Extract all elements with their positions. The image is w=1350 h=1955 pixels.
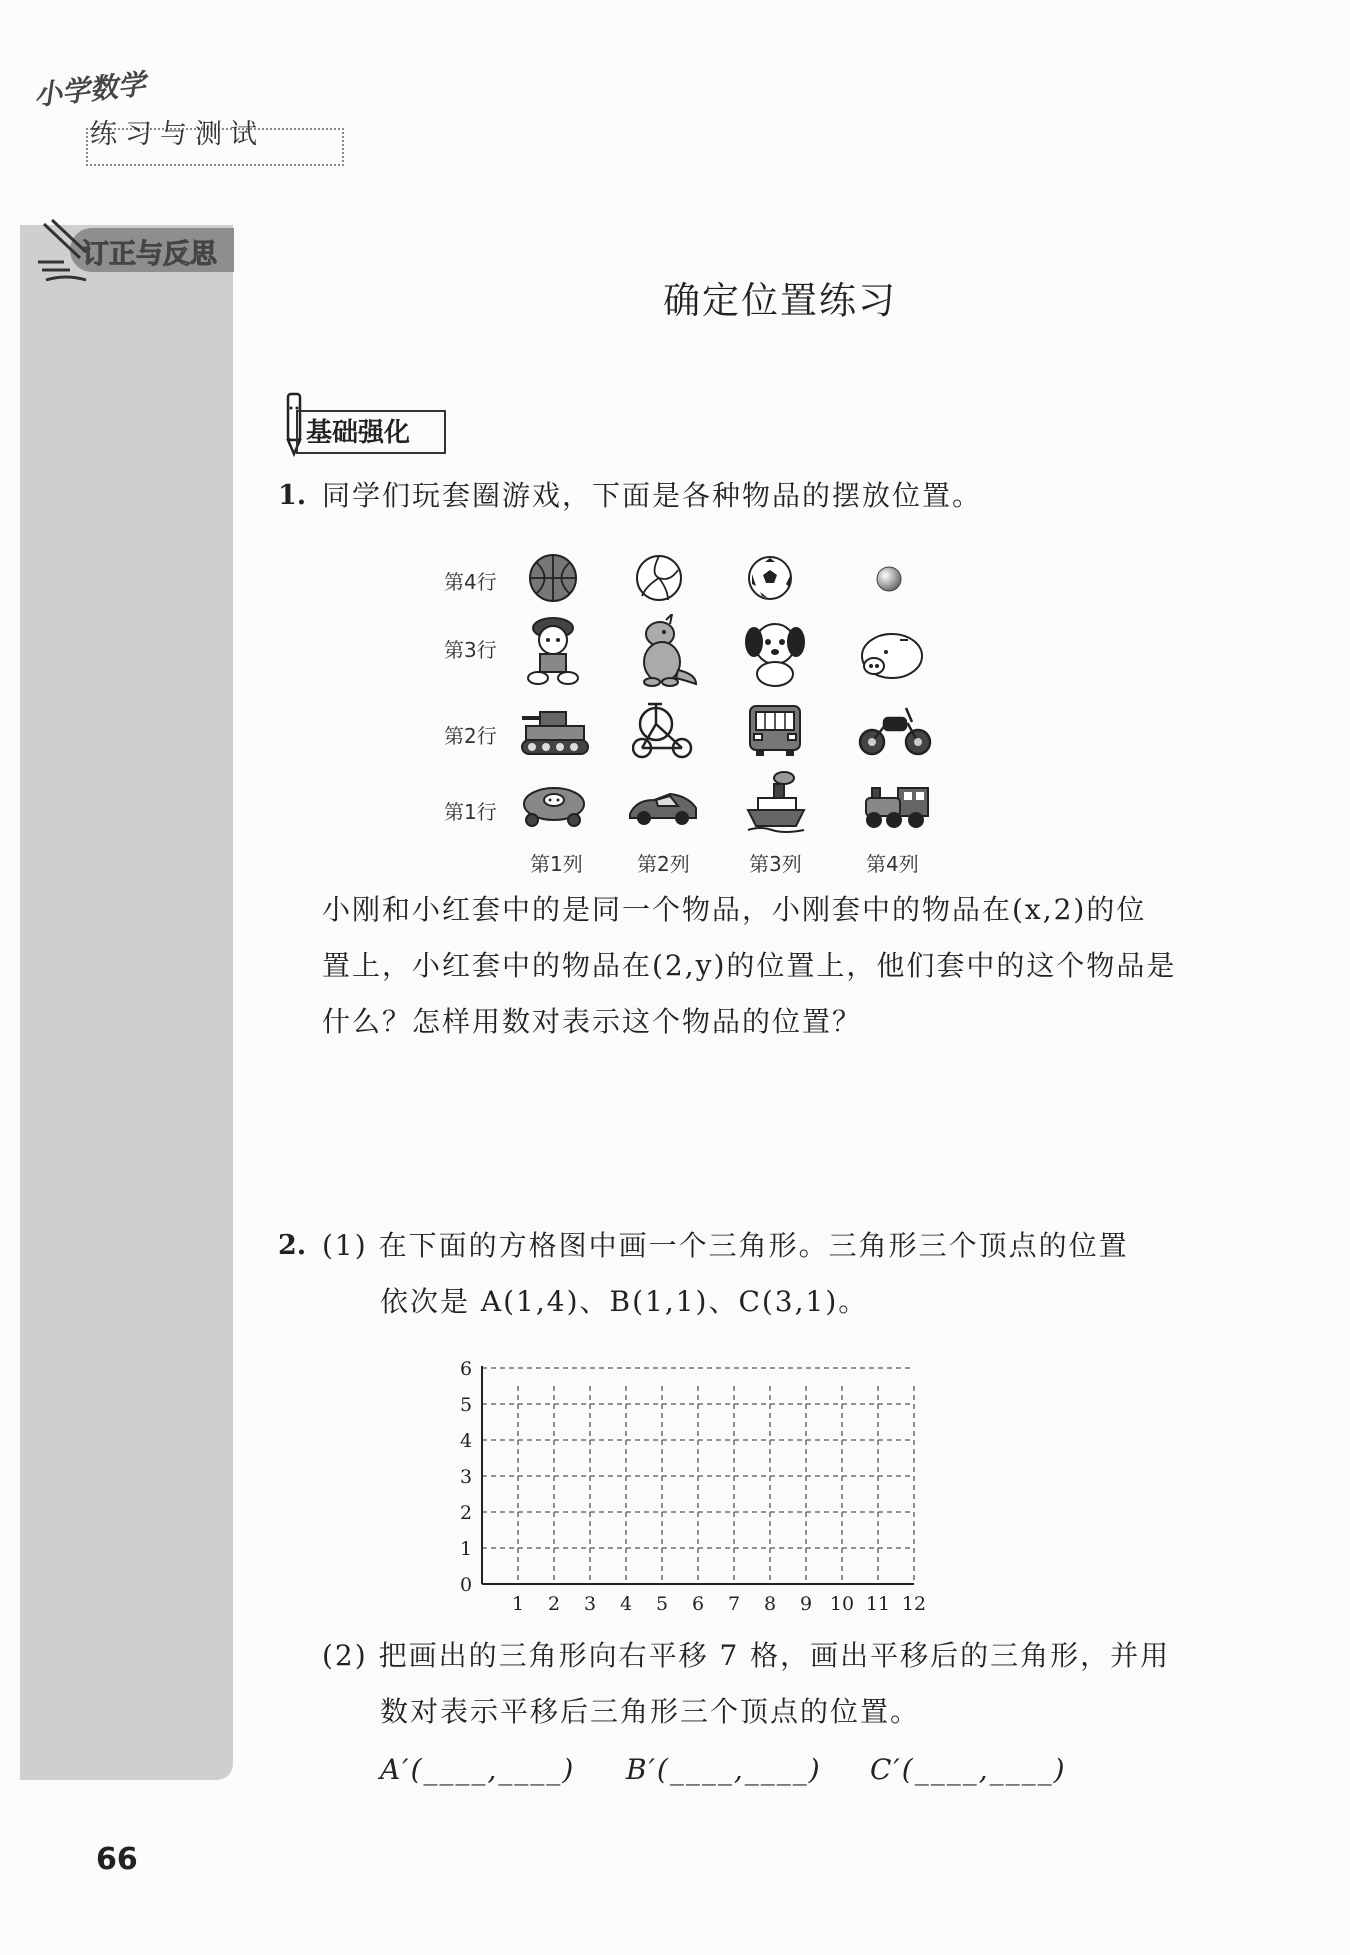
page-title: 确定位置练习	[663, 279, 897, 322]
question-number: 2.	[278, 1230, 307, 1261]
question-body-line: 小刚和小红套中的是同一个物品，小刚套中的物品在(x,2)的位	[322, 893, 1147, 926]
x-tick-label: 12	[901, 1593, 927, 1615]
col-label: 第4列	[866, 852, 919, 876]
basketball-icon	[526, 552, 582, 604]
question-part-line: (2) 把画出的三角形向右平移 7 格，画出平移后的三角形，并用	[322, 1639, 1171, 1672]
doll-icon	[520, 614, 586, 688]
correction-margin	[20, 225, 233, 1780]
row-label: 第2行	[444, 724, 497, 748]
question-number: 1.	[278, 480, 307, 511]
y-tick-label: 5	[460, 1394, 473, 1416]
page-number: 66	[96, 1842, 138, 1877]
col-label: 第1列	[530, 852, 583, 876]
question-prompt: 同学们玩套圈游戏，下面是各种物品的摆放位置。	[322, 479, 983, 512]
train-icon	[858, 784, 934, 830]
dinosaur-icon	[630, 614, 700, 688]
x-tick-label: 3	[583, 1593, 597, 1615]
col-label: 第3列	[749, 852, 802, 876]
x-tick-label: 7	[727, 1593, 741, 1615]
x-tick-label: 10	[829, 1593, 855, 1615]
brand-subtitle: 练习与测试	[90, 119, 265, 150]
question-body-line: 什么？怎样用数对表示这个物品的位置？	[322, 1005, 863, 1038]
y-tick-label: 2	[460, 1502, 473, 1524]
x-tick-label: 4	[619, 1593, 633, 1615]
coordinate-grid[interactable]	[440, 1350, 940, 1620]
x-tick-label: 1	[511, 1593, 525, 1615]
answer-blank-b[interactable]: B′(____,____)	[626, 1753, 822, 1786]
col-label: 第2列	[637, 852, 690, 876]
toy-plane-icon	[518, 780, 590, 830]
y-tick-label: 0	[460, 1574, 473, 1596]
tricycle-icon	[632, 698, 696, 760]
volleyball-icon	[632, 552, 688, 604]
toy-car-icon	[626, 788, 700, 828]
x-tick-label: 11	[865, 1593, 891, 1615]
row-label: 第4行	[444, 570, 497, 594]
row-label: 第3行	[444, 638, 497, 662]
motorcycle-icon	[856, 702, 936, 758]
y-tick-label: 3	[460, 1466, 473, 1488]
x-tick-label: 8	[763, 1593, 777, 1615]
soccer-ball-icon	[746, 554, 796, 604]
y-tick-label: 1	[460, 1538, 473, 1560]
tank-icon	[518, 704, 590, 758]
question-part-line: 数对表示平移后三角形三个顶点的位置。	[380, 1695, 921, 1728]
puppy-icon	[742, 618, 808, 688]
x-tick-label: 9	[799, 1593, 813, 1615]
row-label: 第1行	[444, 800, 497, 824]
small-ball-icon	[874, 564, 904, 594]
correction-tab-label: 订正与反思	[82, 239, 217, 270]
brand-title: 小学数学	[32, 67, 148, 113]
x-tick-label: 2	[547, 1593, 561, 1615]
piggy-bank-icon	[856, 628, 926, 686]
question-body-line: 置上，小红套中的物品在(2,y)的位置上，他们套中的这个物品是	[322, 949, 1177, 982]
question-part-line: (1) 在下面的方格图中画一个三角形。三角形三个顶点的位置	[322, 1229, 1129, 1262]
answer-blank-a[interactable]: A′(____,____)	[380, 1753, 576, 1786]
answer-blank-c[interactable]: C′(____,____)	[870, 1753, 1067, 1786]
x-tick-label: 5	[655, 1593, 669, 1615]
ship-icon	[744, 770, 808, 834]
y-tick-label: 6	[460, 1358, 473, 1380]
bus-icon	[746, 702, 804, 758]
y-tick-label: 4	[460, 1430, 473, 1452]
question-part-line: 依次是 A(1,4)、B(1,1)、C(3,1)。	[380, 1285, 869, 1318]
section-label: 基础强化	[306, 418, 411, 448]
x-tick-label: 6	[691, 1593, 705, 1615]
